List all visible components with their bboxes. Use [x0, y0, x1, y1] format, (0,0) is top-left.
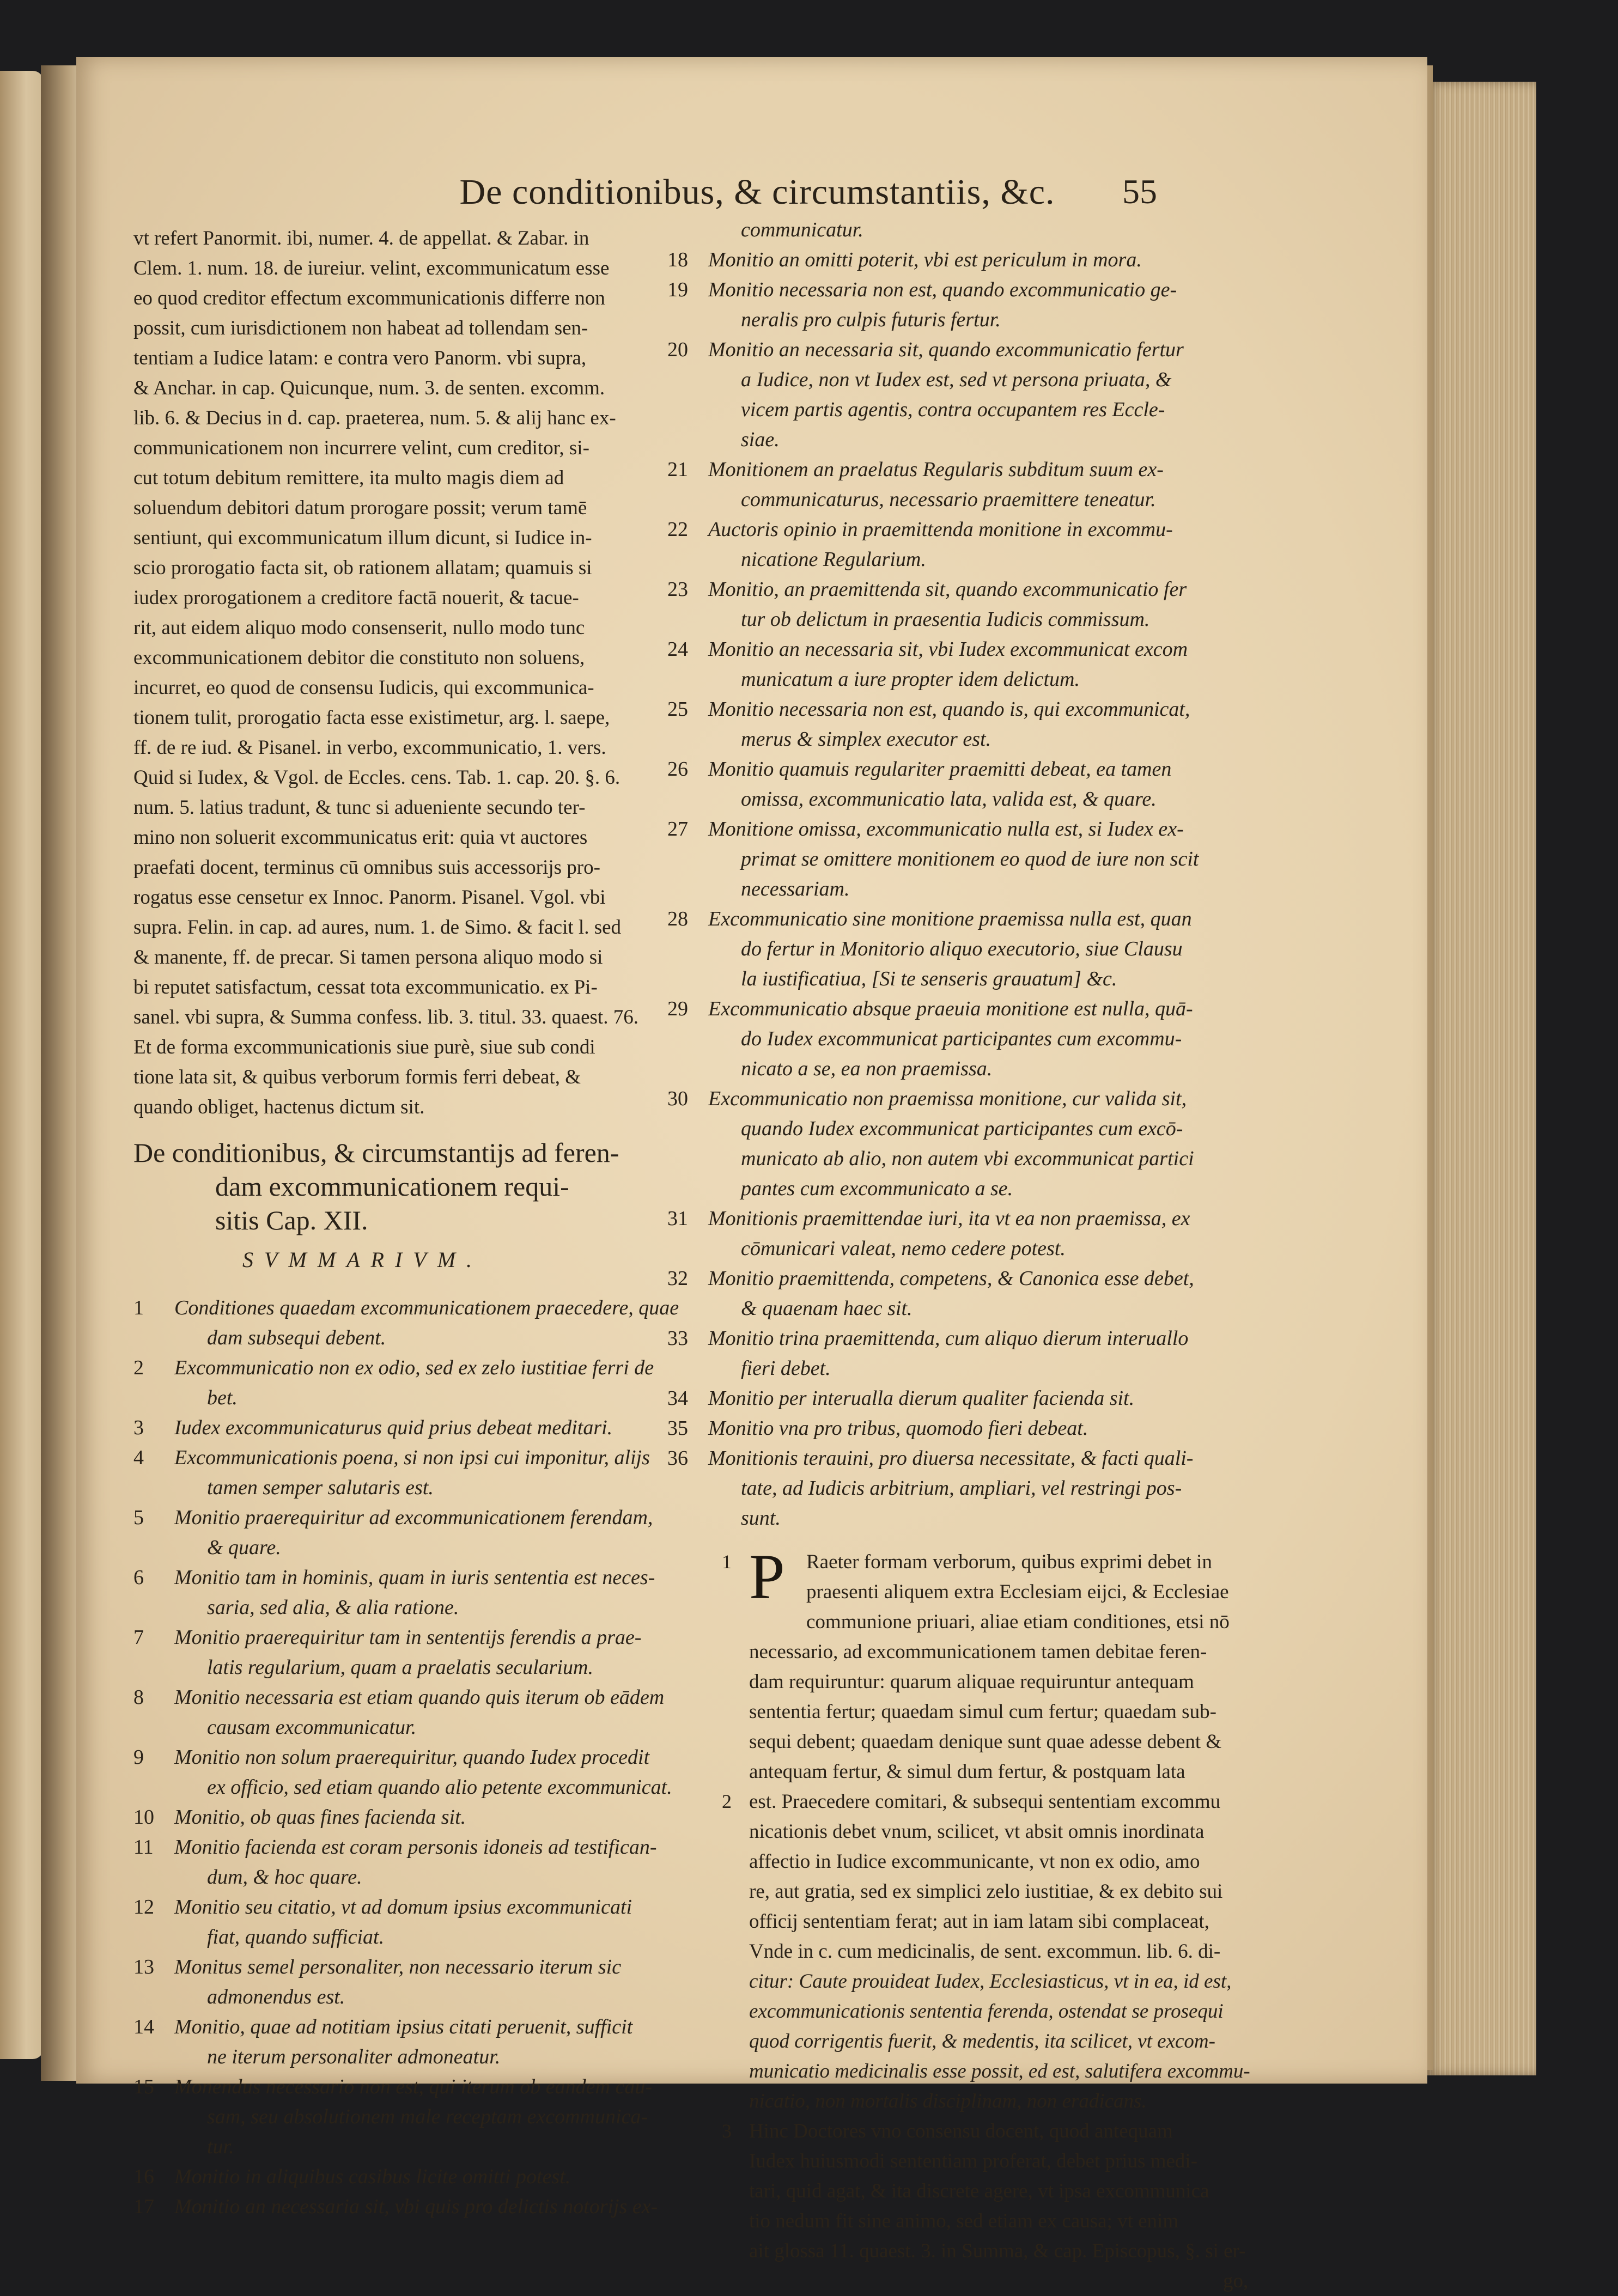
summary-item-cont: municatum a iure propter idem delictum.: [741, 668, 1080, 691]
text-line: possit, cum iurisdictionem non habeat ad tollendam sen-: [133, 317, 588, 339]
item-number: 30: [667, 1087, 688, 1110]
summary-item: 24 Monitio an necessaria sit, vbi Iudex excommunicat excom: [667, 635, 1297, 665]
summary-item-cont: nicato a se, ea non praemissa.: [741, 1057, 993, 1080]
body-line: 3 Hinc Doctores vno consensu docent, quod antequam: [667, 2116, 1297, 2146]
body-line: affectio in Iudice excommunicante, vt non ex odio, amo: [749, 1850, 1200, 1873]
right-column: [667, 215, 1297, 2296]
text-line: incurret, eo quod de consensu Iudicis, qui excommunica-: [133, 677, 594, 699]
text-line: scio prorogatio facta sit, ob rationem allatam; quamuis si: [133, 557, 592, 579]
body-line: tari, quid agat, & ita discrete agere, vt ipsa excommunica: [749, 2180, 1209, 2202]
text-line: bi reputet satisfactum, cessat tota excommunicatio. ex Pi-: [133, 976, 598, 998]
summary-item: 35 Monitio vna pro tribus, quomodo fieri debeat.: [667, 1414, 1297, 1444]
summary-item-cont: latis regularium, quam a praelatis secularium.: [207, 1656, 593, 1679]
item-number: 4: [133, 1446, 144, 1469]
body-line: Vnde in c. cum medicinalis, de sent. excommun. lib. 6. di-: [749, 1940, 1221, 1963]
text-line: iudex prorogationem a creditore factā nouerit, & tacue-: [133, 587, 579, 609]
item-number: 29: [667, 997, 688, 1020]
body-line: antequam fertur, & simul dum fertur, & postquam lata: [749, 1761, 1185, 1783]
text-line: soluendum debitori datum prorogare possit; verum tamē: [133, 497, 587, 519]
body-line: officij sententiam ferat; aut in iam latam sibi complaceat,: [749, 1910, 1209, 1933]
text-line: mino non soluerit excommunicatus erit: quia vt auctores: [133, 826, 588, 849]
summary-item-cont: bet.: [207, 1386, 238, 1409]
summary-item-cont: ex officio, sed etiam quando alio petente excommunicat.: [207, 1776, 672, 1799]
summary-item: 21 Monitionem an praelatus Regularis subditum suum ex-: [667, 455, 1297, 485]
summary-item-cont: necessariam.: [741, 878, 850, 900]
summary-item: 27 Monitione omissa, excommunicatio nulla est, si Iudex ex-: [667, 814, 1297, 844]
body-line: 2 est. Praecedere comitari, & subsequi sententiam excommu: [667, 1787, 1297, 1817]
body-line: communione priuari, aliae etiam conditiones, etsi nō: [806, 1611, 1230, 1633]
summary-item-cont: merus & simplex executor est.: [741, 728, 992, 751]
summary-item-cont: siae.: [741, 428, 780, 451]
item-number: 6: [133, 1566, 144, 1589]
chapter-body: [667, 1541, 1297, 2296]
item-number: 31: [667, 1207, 688, 1230]
summary-item-cont: cōmunicari valeat, nemo cedere potest.: [741, 1237, 1066, 1260]
summary-item-cont: do Iudex excommunicat participantes cum excommu-: [741, 1027, 1182, 1050]
text-line: rit, aut eidem aliquo modo consenserit, nullo modo tunc: [133, 617, 585, 639]
facing-page-edge: [0, 71, 44, 2059]
item-number: 7: [133, 1626, 144, 1649]
catchword: go,: [1223, 2270, 1249, 2292]
summary-item: 22 Auctoris opinio in praemittenda monitione in excommu-: [667, 515, 1297, 545]
summary-item: 25 Monitio necessaria non est, quando is, qui excommunicat,: [667, 695, 1297, 724]
text-line: vt refert Panormit. ibi, numer. 4. de appellat. & Zabar. in: [133, 227, 589, 249]
text-line: Et de forma excommunicationis siue purè, siue sub condi: [133, 1036, 595, 1058]
item-number: 25: [667, 698, 688, 721]
body-line: ait glossa 11. quaest. 3. in Summa, & cap. Episcopus, §. si er-: [749, 2240, 1246, 2262]
summary-item-cont: sam, seu absolutionem male receptam excommunica-: [207, 2105, 648, 2128]
summary-item: 6 Monitio tam in hominis, quam in iuris sententia est neces-: [133, 1563, 719, 1593]
summary-item: 9 Monitio non solum praerequiritur, quando Iudex procedit: [133, 1743, 719, 1773]
body-line: citur: Caute prouideat Iudex, Ecclesiasticus, vt in ea, id est,: [749, 1970, 1232, 1993]
summary-item: 15 Monendus necessario non est, qui iterum ob eandem cau-: [133, 2072, 719, 2102]
summary-item-cont: dam subsequi debent.: [207, 1326, 386, 1349]
summary-item: 7 Monitio praerequiritur tam in sententijs ferendis a prae-: [133, 1623, 719, 1653]
body-line: nicationis debet vnum, scilicet, vt absit omnis inordinata: [749, 1820, 1205, 1843]
item-number: 28: [667, 908, 688, 930]
body-line: re, aut gratia, sed ex simplici zelo iustitiae, & ex debito sui: [749, 1880, 1223, 1903]
item-number: 27: [667, 818, 688, 841]
summary-item: 23 Monitio, an praemittenda sit, quando excommunicatio fer: [667, 575, 1297, 605]
text-line: communicationem non incurrere velint, cum creditor, si-: [133, 437, 589, 459]
text-line: num. 5. latius tradunt, & tunc si adueniente secundo ter-: [133, 796, 586, 819]
item-number: 8: [133, 1686, 144, 1709]
text-line: praefati docent, terminus cū omnibus suis accessorijs pro-: [133, 856, 600, 879]
summary-item: 28 Excommunicatio sine monitione praemissa nulla est, quan: [667, 904, 1297, 934]
summary-item-cont: fiat, quando sufficiat.: [207, 1926, 385, 1948]
text-line: cut totum debitum remittere, ita multo magis diem ad: [133, 467, 564, 489]
margin-note-number: 1: [722, 1551, 732, 1573]
summary-item-cont: tur.: [207, 2135, 234, 2158]
summary-item-cont: dum, & hoc quare.: [207, 1866, 362, 1889]
summary-item: 29 Excommunicatio absque praeuia monitione est nulla, quā-: [667, 994, 1297, 1024]
item-number: 2: [133, 1356, 144, 1379]
summary-item-cont: ne iterum personaliter admoneatur.: [207, 2045, 501, 2068]
continuation-text: [133, 223, 719, 1122]
body-line: sententia fertur; quaedam simul cum fertur; quaedam sub-: [749, 1701, 1216, 1723]
summary-item-cont: do fertur in Monitorio aliquo executorio, siue Clausu: [741, 937, 1183, 960]
summary-list-continued: [667, 215, 1297, 1533]
body-line: praesenti aliquem extra Ecclesiam eijci, & Ecclesiae: [806, 1581, 1229, 1603]
item-number: 5: [133, 1506, 144, 1529]
chapter-title-line: sitis Cap. XII.: [215, 1205, 368, 1235]
summary-item: 3 Iudex excommunicaturus quid prius debeat meditari.: [133, 1413, 719, 1443]
summary-item: 4 Excommunicationis poena, si non ipsi cui imponitur, alijs: [133, 1443, 719, 1473]
text-line: excommunicationem debitor die constituto non soluens,: [133, 647, 585, 669]
summary-item-cont: neralis pro culpis futuris fertur.: [741, 308, 1001, 331]
left-column: [133, 223, 719, 2222]
body-line: sequi debent; quaedam denique sunt quae adesse debent &: [749, 1731, 1222, 1753]
item-number: 23: [667, 578, 688, 601]
summary-item: 5 Monitio praerequiritur ad excommunicationem ferendam,: [133, 1503, 719, 1533]
summary-item: 10 Monitio, ob quas fines facienda sit.: [133, 1802, 719, 1832]
body-line: nicatio, non mortalis disciplinam, non eradicans.: [749, 2090, 1147, 2112]
summary-item: 31 Monitionis praemittendae iuri, ita vt ea non praemissa, ex: [667, 1204, 1297, 1234]
body-line: 1 Raeter formam verborum, quibus exprimi debet in: [667, 1547, 1297, 1577]
summary-item-cont: sunt.: [741, 1507, 781, 1530]
text-line: sanel. vbi supra, & Summa confess. lib. 3. titul. 33. quaest. 76.: [133, 1006, 638, 1028]
item-number: 17: [133, 2195, 154, 2218]
summary-item-cont: tate, ad Iudicis arbitrium, ampliari, vel restringi pos-: [741, 1477, 1182, 1500]
margin-note-number: 2: [722, 1790, 732, 1812]
running-head: De conditionibus, & circumstantiis, &c.: [459, 172, 1055, 212]
text-line: sentiunt, qui excommunicatum illum dicunt, si Iudice in-: [133, 527, 592, 549]
body-line: Iudex huiusmodi sententiam proferat, debet prius medi-: [749, 2150, 1198, 2172]
body-line: quod corrigentis fuerit, & medentis, ita scilicet, vt excom-: [749, 2030, 1215, 2053]
text-line: quando obliget, hactenus dictum sit.: [133, 1096, 425, 1118]
text-line: Clem. 1. num. 18. de iureiur. velint, excommunicatum esse: [133, 257, 610, 279]
summary-item: 1 Conditiones quaedam excommunicationem praecedere, quae: [133, 1293, 719, 1323]
summary-item: 14 Monitio, quae ad notitiam ipsius citati peruenit, sufficit: [133, 2012, 719, 2042]
summary-item-cont: a Iudice, non vt Iudex est, sed vt persona priuata, &: [741, 368, 1172, 391]
summary-item-cont: & quaenam haec sit.: [741, 1297, 913, 1320]
item-number: 33: [667, 1327, 688, 1350]
summary-item-cont: & quare.: [207, 1536, 281, 1559]
summary-item: 19 Monitio necessaria non est, quando excommunicatio ge-: [667, 275, 1297, 305]
summary-item: 34 Monitio per interualla dierum qualiter facienda sit.: [667, 1384, 1297, 1414]
body-line: dam requiruntur: quarum aliquae requiruntur antequam: [749, 1671, 1194, 1693]
summary-item-cont: pantes cum excommunicato a se.: [741, 1177, 1013, 1200]
summary-item-cont: tur ob delictum in praesentia Iudicis commissum.: [741, 608, 1150, 631]
item-number: 20: [667, 338, 688, 361]
summary-item-cont: admonendus est.: [207, 1986, 345, 2008]
summary-item: 16 Monitio in aliquibus casibus licite omitti potest.: [133, 2162, 719, 2192]
summary-item-cont: nicatione Regularium.: [741, 548, 926, 571]
summary-item: 32 Monitio praemittenda, competens, & Canonica esse debet,: [667, 1264, 1297, 1294]
text-line: rogatus esse censetur ex Innoc. Panorm. Pisanel. Vgol. vbi: [133, 886, 606, 909]
body-line: excommunicationis sententia ferenda, ostendat se prosequi: [749, 2000, 1224, 2023]
item-number: 13: [133, 1956, 154, 1978]
item-number: 24: [667, 638, 688, 661]
item-number: 9: [133, 1746, 144, 1769]
text-line: tentiam a Iudice latam: e contra vero Panorm. vbi supra,: [133, 347, 587, 369]
summary-item: 30 Excommunicatio non praemissa monitione, cur valida sit,: [667, 1084, 1297, 1114]
text-line: supra. Felin. in cap. ad aures, num. 1. de Simo. & facit l. sed: [133, 916, 622, 939]
item-number: 22: [667, 518, 688, 541]
summary-item-cont: fieri debet.: [741, 1357, 831, 1380]
summary-item: 11 Monitio facienda est coram personis idoneis ad testifican-: [133, 1832, 719, 1862]
summary-item: 18 Monitio an omitti poterit, vbi est periculum in mora.: [667, 245, 1297, 275]
item-number: 1: [133, 1296, 144, 1319]
page-block-fore-edge: [1427, 82, 1536, 2075]
summary-item-cont: la iustificatiua, [Si te senseris grauatum] &c.: [741, 967, 1117, 990]
summary-item-cont: primat se omittere monitionem eo quod de iure non scit: [741, 848, 1199, 870]
book-page: [76, 57, 1427, 2292]
text-line: tione lata sit, & quibus verborum formis ferri debeat, &: [133, 1066, 581, 1088]
summary-item-cont: omissa, excommunicatio lata, valida est, & quare.: [741, 788, 1157, 811]
summary-item: 20 Monitio an necessaria sit, quando excommunicatio fertur: [667, 335, 1297, 365]
item-number: 11: [133, 1836, 154, 1859]
chapter-title-line: De conditionibus, & circumstantijs ad feren-: [133, 1137, 619, 1168]
summary-item-cont: municato ab alio, non autem vbi excommunicat partici: [741, 1147, 1194, 1170]
body-line: necessario, ad excommunicationem tamen debitae feren-: [749, 1641, 1207, 1663]
item-number: 32: [667, 1267, 688, 1290]
text-line: ff. de re iud. & Pisanel. in verbo, excommunicatio, 1. vers.: [133, 736, 606, 759]
item-number: 15: [133, 2075, 154, 2098]
text-line: & manente, ff. de precar. Si tamen persona aliquo modo si: [133, 946, 603, 969]
margin-note-number: 3: [722, 2120, 732, 2142]
summary-item: 12 Monitio seu citatio, vt ad domum ipsius excommunicati: [133, 1892, 719, 1922]
summary-item: 17 Monitio an necessaria sit, vbi quis pro delictis notorijs ex-: [133, 2192, 719, 2222]
item-number: 21: [667, 458, 688, 481]
item-number: 16: [133, 2165, 154, 2188]
summary-item-cont: vicem partis agentis, contra occupantem res Eccle-: [741, 398, 1165, 421]
summary-item-cont: communicatur.: [741, 218, 863, 241]
summary-item-cont: quando Iudex excommunicat participantes cum excō-: [741, 1117, 1183, 1140]
item-number: 12: [133, 1896, 154, 1919]
item-number: 18: [667, 248, 688, 271]
summary-list: [133, 1293, 719, 2222]
drop-capital: P: [749, 1541, 785, 1612]
text-line: lib. 6. & Decius in d. cap. praeterea, num. 5. & alij hanc ex-: [133, 407, 616, 429]
summary-item-cont: tamen semper salutaris est.: [207, 1476, 434, 1499]
summary-item-cont: communicaturus, necessario praemittere teneatur.: [741, 488, 1156, 511]
text-line: & Anchar. in cap. Quicunque, num. 3. de senten. excomm.: [133, 377, 605, 399]
summary-item: 8 Monitio necessaria est etiam quando quis iterum ob eādem: [133, 1683, 719, 1713]
item-number: 35: [667, 1417, 688, 1440]
text-line: eo quod creditor effectum excommunicationis differre non: [133, 287, 605, 309]
item-number: 34: [667, 1387, 688, 1410]
item-number: 36: [667, 1447, 688, 1470]
summary-item: 33 Monitio trina praemittenda, cum aliquo dierum interuallo: [667, 1324, 1297, 1354]
summary-item-cont: causam excommunicatur.: [207, 1716, 417, 1739]
summary-item: 2 Excommunicatio non ex odio, sed ex zelo iustitiae ferri de: [133, 1353, 719, 1383]
summary-item: 36 Monitionis terauini, pro diuersa necessitate, & facti quali-: [667, 1444, 1297, 1473]
item-number: 19: [667, 278, 688, 301]
summary-item: 26 Monitio quamuis regulariter praemitti debeat, ea tamen: [667, 754, 1297, 784]
chapter-title-line: dam excommunicationem requi-: [215, 1171, 569, 1202]
item-number: 26: [667, 758, 688, 781]
item-number: 10: [133, 1806, 154, 1829]
chapter-title: [133, 1136, 678, 1237]
text-line: tionem tulit, prorogatio facta esse existimetur, arg. l. saepe,: [133, 707, 610, 729]
summarium-heading: SVMMARIVM.: [242, 1247, 483, 1272]
item-number: 14: [133, 2015, 154, 2038]
body-line: tio nedum fit sine animo, sed etiam ex causa; vt enim: [749, 2210, 1179, 2232]
page-number: 55: [1122, 172, 1157, 211]
text-line: Quid si Iudex, & Vgol. de Eccles. cens. Tab. 1. cap. 20. §. 6.: [133, 766, 621, 789]
summary-item-cont: saria, sed alia, & alia ratione.: [207, 1596, 459, 1619]
item-number: 3: [133, 1416, 144, 1439]
body-line: municatio medicinalis esse possit, ed est, salutifera excommu-: [749, 2060, 1250, 2082]
summary-item: 13 Monitus semel personaliter, non necessario iterum sic: [133, 1952, 719, 1982]
